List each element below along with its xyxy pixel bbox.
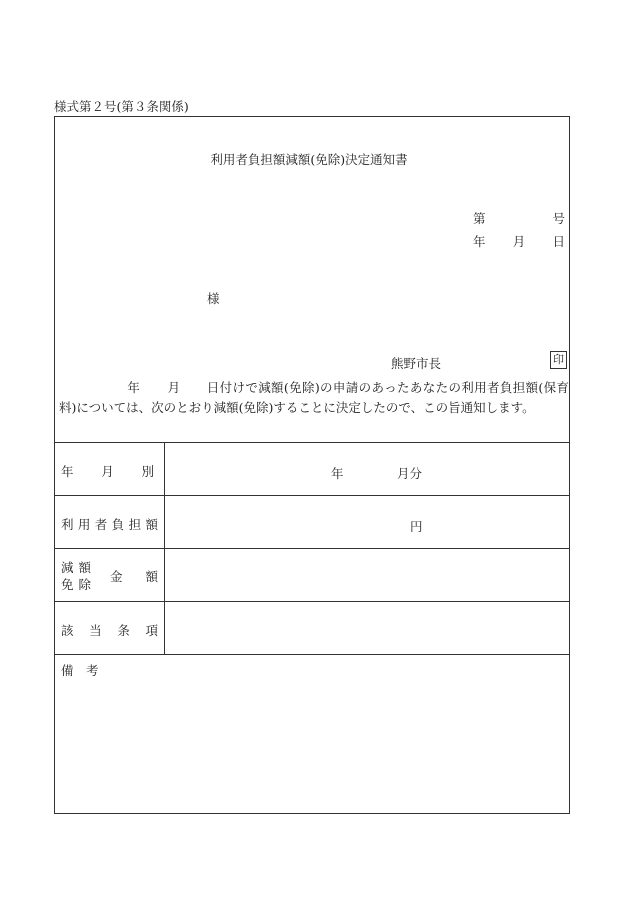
- label-char: 額: [145, 569, 158, 584]
- label-char: 該: [61, 623, 74, 638]
- label-char: 除: [78, 577, 91, 592]
- label-char: 者: [94, 517, 108, 532]
- label-char: 当: [89, 623, 102, 638]
- amount-label: [110, 567, 158, 585]
- user-charge-label: [61, 515, 158, 533]
- date-month: 月: [512, 234, 526, 249]
- exemption-label: [61, 575, 91, 593]
- addressee-honorific: 様: [207, 291, 220, 306]
- date-year: 年: [473, 234, 486, 249]
- label-char: 用: [77, 517, 91, 532]
- notice-body-text: [59, 378, 569, 418]
- year-month-value-month: [397, 464, 422, 482]
- reduction-label: [61, 558, 91, 576]
- notice-form: [54, 116, 570, 814]
- value-year: 年: [331, 466, 344, 481]
- label-char: 負: [111, 517, 125, 532]
- label-char: 金: [110, 569, 123, 584]
- row-divider: [55, 495, 569, 496]
- label-char: 担: [128, 517, 142, 532]
- label-char: 免: [61, 577, 74, 592]
- label-char: 額: [145, 517, 158, 532]
- number-suffix: 号: [552, 211, 565, 226]
- issue-date-line: [473, 232, 565, 250]
- label-char: 条: [117, 623, 130, 638]
- label-char: 別: [141, 464, 154, 479]
- document-number-line: [473, 209, 565, 227]
- number-prefix: 第: [473, 211, 486, 226]
- label-char: 利: [61, 517, 74, 532]
- body-year: 年: [127, 380, 141, 395]
- reduction-amount-label: [61, 558, 158, 594]
- body-rest: 日付けで減額(免除)の申請のあったあなたの利用者負担額(保育料)については、次のとおり減額(免除)することに決定したので、この旨通知します。: [59, 380, 569, 415]
- label-char: 月: [101, 464, 114, 479]
- remarks-label: 備 考: [61, 663, 99, 678]
- year-month-value: [331, 464, 344, 482]
- form-number-label: 様式第２号(第３条関係): [54, 99, 189, 114]
- row-divider: [55, 548, 569, 549]
- label-char: 額: [78, 560, 91, 575]
- label-char: 項: [145, 623, 158, 638]
- body-month: 月: [167, 380, 181, 395]
- remarks-top-line: [55, 654, 569, 655]
- year-month-label: [61, 462, 158, 480]
- seal-box: 印: [550, 351, 567, 369]
- label-char: 年: [61, 464, 74, 479]
- column-divider: [164, 442, 165, 654]
- row-divider: [55, 601, 569, 602]
- issuer-name: 熊野市長: [391, 356, 442, 371]
- label-char: 減: [61, 560, 74, 575]
- user-charge-value: 円: [410, 519, 423, 534]
- date-day: 日: [552, 234, 565, 249]
- document-title: 利用者負担額減額(免除)決定通知書: [210, 152, 408, 167]
- value-month: 月分: [397, 466, 423, 481]
- table-top-line: [55, 442, 569, 443]
- applicable-clause-label: [61, 621, 158, 639]
